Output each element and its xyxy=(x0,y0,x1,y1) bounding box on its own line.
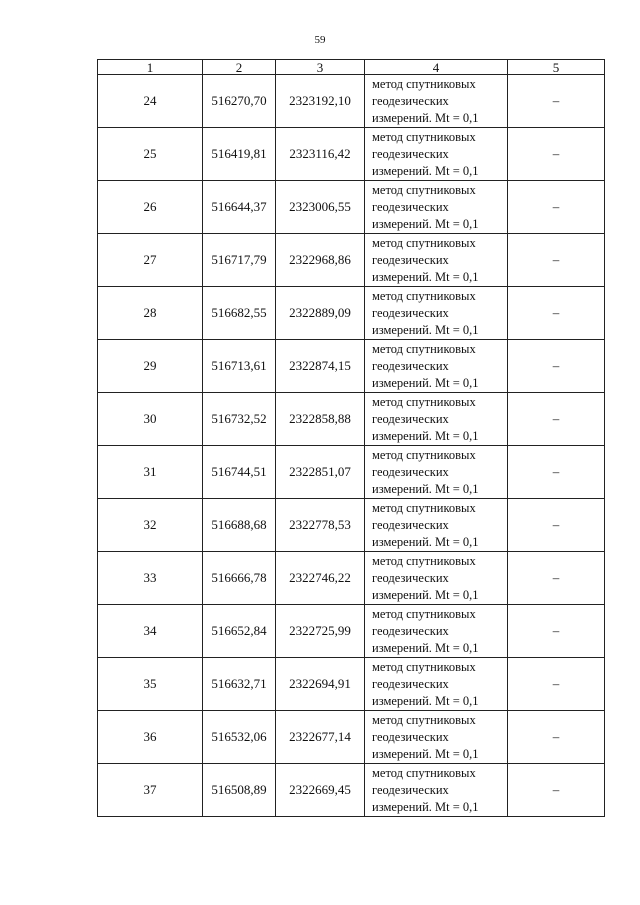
y-coordinate-cell: 2322858,88 xyxy=(276,393,365,446)
x-coordinate-cell: 516717,79 xyxy=(203,234,276,287)
method-line: измерений. Mt = 0,1 xyxy=(372,163,479,178)
method-line: измерений. Mt = 0,1 xyxy=(372,322,479,337)
point-number-cell: 36 xyxy=(98,711,203,764)
table-row xyxy=(98,75,605,128)
x-coordinate-cell: 516744,51 xyxy=(203,446,276,499)
method-line: метод спутниковых xyxy=(372,129,476,144)
point-number-cell: 32 xyxy=(98,499,203,552)
x-coordinate-cell: 516532,06 xyxy=(203,711,276,764)
method-line: метод спутниковых xyxy=(372,712,476,727)
description-cell: – xyxy=(508,393,605,446)
y-coordinate-cell: 2322677,14 xyxy=(276,711,365,764)
point-number-cell: 30 xyxy=(98,393,203,446)
method-cell xyxy=(365,234,508,287)
table-row xyxy=(98,764,605,817)
point-number-cell: 33 xyxy=(98,552,203,605)
table-row xyxy=(98,658,605,711)
method-line: измерений. Mt = 0,1 xyxy=(372,428,479,443)
y-coordinate-cell: 2322851,07 xyxy=(276,446,365,499)
table-row xyxy=(98,711,605,764)
point-number-cell: 34 xyxy=(98,605,203,658)
x-coordinate-cell: 516270,70 xyxy=(203,75,276,128)
method-cell xyxy=(365,552,508,605)
description-cell: – xyxy=(508,446,605,499)
y-coordinate-cell: 2322874,15 xyxy=(276,340,365,393)
table-row xyxy=(98,605,605,658)
point-number-cell: 29 xyxy=(98,340,203,393)
x-coordinate-cell: 516713,61 xyxy=(203,340,276,393)
method-cell xyxy=(365,393,508,446)
method-line: измерений. Mt = 0,1 xyxy=(372,481,479,496)
method-line: измерений. Mt = 0,1 xyxy=(372,587,479,602)
point-number-cell: 26 xyxy=(98,181,203,234)
x-coordinate-cell: 516732,52 xyxy=(203,393,276,446)
method-cell xyxy=(365,764,508,817)
y-coordinate-cell: 2322694,91 xyxy=(276,658,365,711)
x-coordinate-cell: 516666,78 xyxy=(203,552,276,605)
coordinates-table xyxy=(97,59,605,817)
header-col-5: 5 xyxy=(508,60,605,75)
point-number-cell: 25 xyxy=(98,128,203,181)
method-line: метод спутниковых xyxy=(372,553,476,568)
method-line: метод спутниковых xyxy=(372,182,476,197)
method-line: измерений. Mt = 0,1 xyxy=(372,534,479,549)
description-cell: – xyxy=(508,764,605,817)
point-number-cell: 24 xyxy=(98,75,203,128)
method-line: геодезических xyxy=(372,93,449,108)
description-cell: – xyxy=(508,340,605,393)
method-line: геодезических xyxy=(372,146,449,161)
description-cell: – xyxy=(508,181,605,234)
method-line: геодезических xyxy=(372,411,449,426)
x-coordinate-cell: 516688,68 xyxy=(203,499,276,552)
y-coordinate-cell: 2322889,09 xyxy=(276,287,365,340)
table-row xyxy=(98,128,605,181)
point-number-cell: 28 xyxy=(98,287,203,340)
x-coordinate-cell: 516632,71 xyxy=(203,658,276,711)
table-row xyxy=(98,446,605,499)
table-row xyxy=(98,499,605,552)
method-cell xyxy=(365,75,508,128)
method-cell xyxy=(365,340,508,393)
method-line: геодезических xyxy=(372,199,449,214)
description-cell: – xyxy=(508,499,605,552)
method-cell xyxy=(365,499,508,552)
description-cell: – xyxy=(508,605,605,658)
y-coordinate-cell: 2322778,53 xyxy=(276,499,365,552)
method-cell xyxy=(365,287,508,340)
y-coordinate-cell: 2323006,55 xyxy=(276,181,365,234)
y-coordinate-cell: 2322968,86 xyxy=(276,234,365,287)
method-line: метод спутниковых xyxy=(372,341,476,356)
method-cell xyxy=(365,605,508,658)
x-coordinate-cell: 516419,81 xyxy=(203,128,276,181)
description-cell: – xyxy=(508,552,605,605)
method-cell xyxy=(365,658,508,711)
method-line: метод спутниковых xyxy=(372,76,476,91)
method-line: метод спутниковых xyxy=(372,765,476,780)
x-coordinate-cell: 516682,55 xyxy=(203,287,276,340)
method-line: геодезических xyxy=(372,570,449,585)
table-row xyxy=(98,340,605,393)
header-col-1: 1 xyxy=(98,60,203,75)
method-line: измерений. Mt = 0,1 xyxy=(372,375,479,390)
x-coordinate-cell: 516644,37 xyxy=(203,181,276,234)
page-number: 59 xyxy=(314,34,326,46)
x-coordinate-cell: 516508,89 xyxy=(203,764,276,817)
point-number-cell: 27 xyxy=(98,234,203,287)
description-cell: – xyxy=(508,128,605,181)
method-cell xyxy=(365,446,508,499)
method-line: измерений. Mt = 0,1 xyxy=(372,269,479,284)
table-row xyxy=(98,552,605,605)
method-cell xyxy=(365,181,508,234)
table-row xyxy=(98,181,605,234)
y-coordinate-cell: 2323116,42 xyxy=(276,128,365,181)
method-cell xyxy=(365,128,508,181)
description-cell: – xyxy=(508,287,605,340)
table-body xyxy=(98,75,605,817)
y-coordinate-cell: 2322669,45 xyxy=(276,764,365,817)
method-line: геодезических xyxy=(372,676,449,691)
method-line: геодезических xyxy=(372,305,449,320)
table-header-row xyxy=(98,60,605,75)
point-number-cell: 35 xyxy=(98,658,203,711)
method-line: метод спутниковых xyxy=(372,659,476,674)
point-number-cell: 37 xyxy=(98,764,203,817)
header-col-4: 4 xyxy=(365,60,508,75)
method-line: метод спутниковых xyxy=(372,288,476,303)
method-line: метод спутниковых xyxy=(372,394,476,409)
method-line: метод спутниковых xyxy=(372,447,476,462)
method-line: геодезических xyxy=(372,358,449,373)
description-cell: – xyxy=(508,234,605,287)
table-row xyxy=(98,393,605,446)
method-line: геодезических xyxy=(372,252,449,267)
header-col-3: 3 xyxy=(276,60,365,75)
description-cell: – xyxy=(508,658,605,711)
method-line: геодезических xyxy=(372,729,449,744)
table-row xyxy=(98,234,605,287)
method-line: метод спутниковых xyxy=(372,606,476,621)
description-cell: – xyxy=(508,711,605,764)
description-cell: – xyxy=(508,75,605,128)
method-line: геодезических xyxy=(372,517,449,532)
x-coordinate-cell: 516652,84 xyxy=(203,605,276,658)
header-col-2: 2 xyxy=(203,60,276,75)
method-line: метод спутниковых xyxy=(372,500,476,515)
y-coordinate-cell: 2322746,22 xyxy=(276,552,365,605)
method-line: измерений. Mt = 0,1 xyxy=(372,746,479,761)
method-line: метод спутниковых xyxy=(372,235,476,250)
table-row xyxy=(98,287,605,340)
method-line: измерений. Mt = 0,1 xyxy=(372,693,479,708)
method-line: измерений. Mt = 0,1 xyxy=(372,216,479,231)
method-line: геодезических xyxy=(372,623,449,638)
method-line: геодезических xyxy=(372,464,449,479)
method-line: измерений. Mt = 0,1 xyxy=(372,640,479,655)
method-line: геодезических xyxy=(372,782,449,797)
method-cell xyxy=(365,711,508,764)
method-line: измерений. Mt = 0,1 xyxy=(372,799,479,814)
point-number-cell: 31 xyxy=(98,446,203,499)
method-line: измерений. Mt = 0,1 xyxy=(372,110,479,125)
y-coordinate-cell: 2322725,99 xyxy=(276,605,365,658)
y-coordinate-cell: 2323192,10 xyxy=(276,75,365,128)
